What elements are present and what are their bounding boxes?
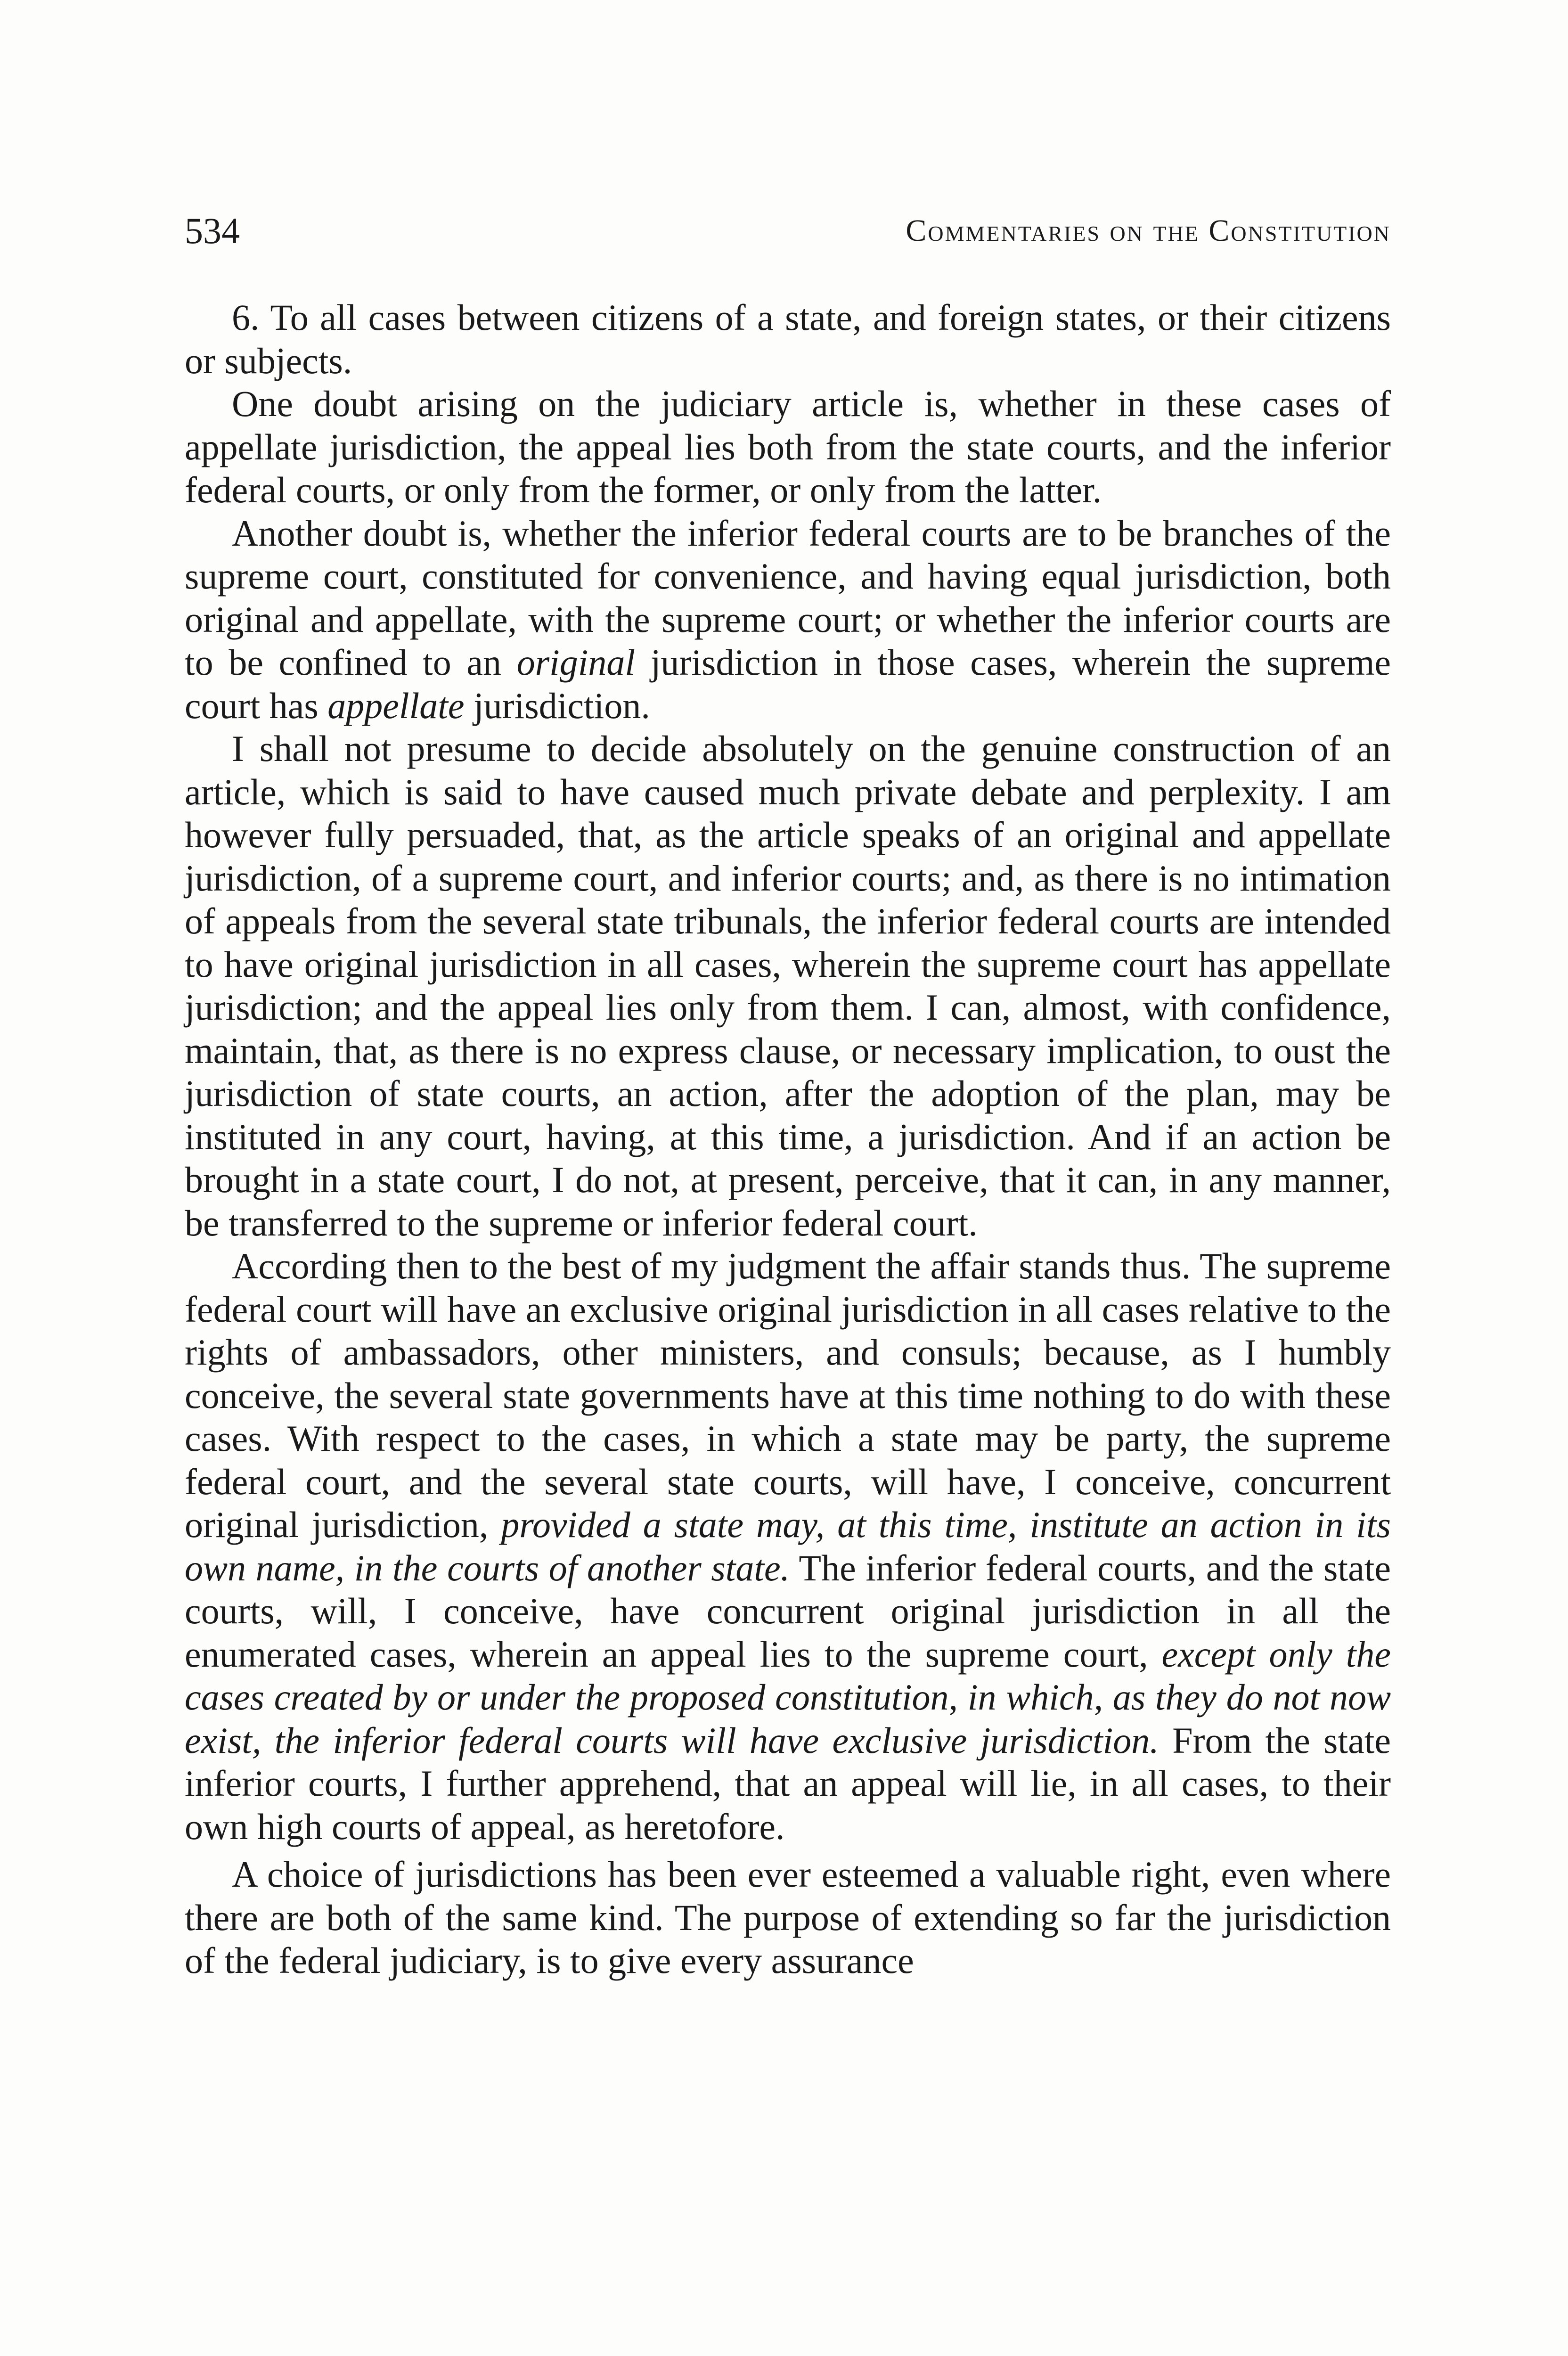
paragraph-5 [185,1244,1391,1848]
paragraph-5-text-a: According then to the best of my judgment the affair stands thus. The supreme federal court will have an exclusive original jurisdiction in all cases relative to the rights of ambassadors, other ministers, and consuls; because, as I humbly conceive, the several state governments have at this time nothing to do with these cases. With respect to the cases, in which a state may be party, the supreme federal court, and the several state courts, will have, I conceive, concurrent original jurisdiction, [185,1245,1391,1545]
paragraph-3 [185,512,1391,728]
paragraph-3-text-c: jurisdiction in those cases, wherein the supreme court has [185,642,1391,726]
paragraph-3-text-a: Another doubt is, whether the inferior federal courts are to be branches of the supreme court, constituted for convenience, and having equal jurisdiction, both original and appellate, with the supreme court; or whether the inferior courts are to be confined to an [185,512,1391,683]
running-head: Commentaries on the Constitution [906,213,1391,248]
paragraph-3-italic-appellate: appellate [327,685,465,726]
paragraph-3-text-e: jurisdiction. [464,685,650,726]
paragraph-4: I shall not presume to decide absolutely on the genuine construction of an article, which is said to have caused much private debate and perplexity. I am however fully persuaded, that, as the article speaks of an original and appellate jurisdiction, of a supreme court, and inferior courts; and, as there is no intimation of appeals from the several state tribunals, the inferior federal courts are intended to have original jurisdiction in all cases, wherein the supreme court has appellate jurisdiction; and the appeal lies only from them. I can, almost, with confidence, maintain, that, as there is no express clause, or necessary implication, to oust the jurisdiction of state courts, an action, after the adoption of the plan, may be instituted in any court, having, at this time, a jurisdiction. And if an action be brought in a state court, I do not, at present, perceive, that it can, in any manner, be transferred to the supreme or inferior federal court. [185,728,1391,1243]
paragraph-6: A choice of jurisdictions has been ever esteemed a valuable right, even where there are both of the same kind. The purpose of extending so far the jurisdiction of the federal judiciary, is to give every assurance [185,1854,1391,1981]
paragraph-2: One doubt arising on the judiciary article is, whether in these cases of appellate jurisdiction, the appeal lies both from the state courts, and the inferior federal courts, or only from the former, or only from the latter. [185,383,1391,510]
paragraph-5-text-c: The inferior federal courts, and the state courts, will, I conceive, have concurrent original jurisdiction in all the enumerated cases, wherein an appeal lies to the supreme court, [185,1547,1391,1675]
paragraph-5-italic-exception: except only the cases created by or under the proposed constitution, in which, as they do not now exist, the inferior federal courts will have exclusive jurisdiction. [185,1633,1391,1761]
page-number: 534 [185,210,240,251]
paragraph-1: 6. To all cases between citizens of a state, and foreign states, or their citizens or subjects. [185,297,1391,381]
body-text [185,296,1391,1982]
page-header [185,207,1391,264]
paragraph-5-italic-proviso: provided a state may, at this time, institute an action in its own name, in the courts of another state. [185,1504,1391,1588]
paragraph-5-text-e: From the state inferior courts, I further apprehend, that an appeal will lie, in all cases, to their own high courts of appeal, as heretofore. [185,1719,1391,1847]
paragraph-3-italic-original: original [516,642,636,683]
